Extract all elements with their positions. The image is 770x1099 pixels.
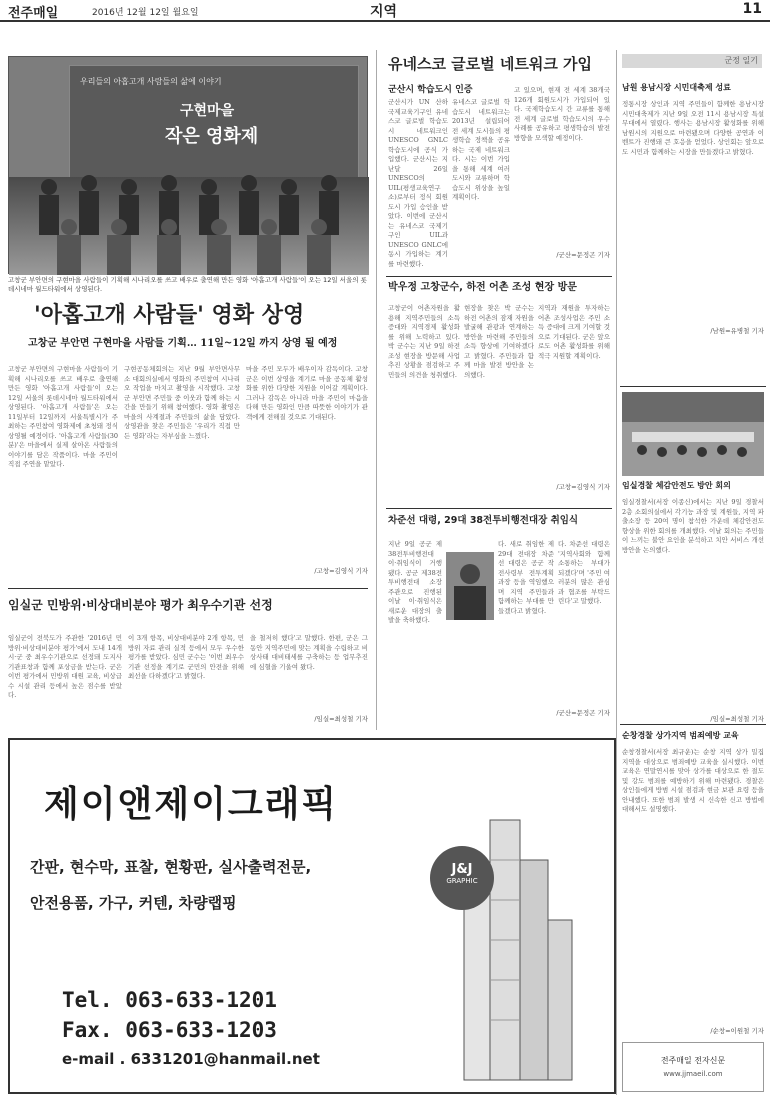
second-byline: /임실=최성철 기자	[314, 715, 368, 723]
column-divider-1	[376, 50, 377, 730]
footer-paper: 전주매일 전자신문	[660, 1056, 726, 1065]
ad-fax: Fax. 063-633-1203	[62, 1018, 277, 1042]
second-col-3: 을 철저히 했다'고 말했다. 한편, 군은 그동안 지역주민에 맞는 계획을 수립하고 비상사태 대비태세를 구축하는 등 업무추진에 심혈을 기울여 왔다.	[250, 634, 368, 671]
building-icon	[450, 800, 580, 1080]
ad-line-2: 안전용품, 가구, 커텐, 차량랩핑	[30, 894, 237, 912]
ad-tel: Tel. 063-633-1201	[62, 988, 277, 1012]
ad-logo-bottom: GRAPHIC	[446, 877, 478, 885]
right-article-1-body: 정통시장 상인과 지역 주민들이 함께한 용남시장 시민대축제가 지난 9일 오전 11시 용남시장 특설무대에서 열렸다. 행사는 용남시장 활성화를 위해 남원시의 지원으로 마련됐으며 다양한 공연과 이벤트가 진행돼 큰 호응을 얻었다. 상인회는 앞으로도 시민과 함께하는 시장을 만들겠다고 밝혔다.	[622, 100, 764, 156]
right-article-2-body: 임실경찰서(서장 이종신)에서는 지난 9일 경찰서 2층 소회의실에서 각기능 과장 및 계원들, 지역 파출소장 등 20여 명이 참석한 가운데 체감안전도 향상을 위한 회의를 개최했다. 이날 회의는 주민들이 느끼는 불안 요인을 분석하고 치안 서비스 개선 방안을 논의했다.	[622, 498, 764, 554]
divider-main	[8, 588, 368, 589]
main-col-1: 고창군 부안면의 구현마을 사람들이 기획해 시나리오를 쓰고 배우로 출연해 만든 영화 '아홉고개 사람들'이 오는 12일 서울의 롯데시네마 월드타워에서 상영된다. '아홉고개 사람들'은 오는 11일부터 12일까지 서울특별시가 주최하는 주민참여 영화제에 초청돼 정식 상영될 예정이다. '아홉고개 사람들(30분)'은 마을에서 실제 살아온 사람들의 이야기를 담은 작품이다. 마을 주민이 직접 주연을 맡았다.	[8, 365, 118, 468]
right-article-2-photo	[622, 392, 764, 476]
ad-logo-top: J&J	[451, 862, 473, 877]
footer-box	[622, 1042, 764, 1092]
photo-caption: 고창군 부안면의 구현마을 사람들이 기획해 시나리오를 쓰고 배우로 출연해 만든 영화 '아홉고개 사람들'이 오는 12일 서울의 롯데시네마 월드타워에서 상영된다.	[8, 276, 367, 293]
divider-right-1	[620, 386, 766, 387]
commander-col-1: 지난 9일 공군 제38전투비행전대 이·취임식이 거행됐다. 공군 제38전투비행전대 소장 주관으로 진행된 이날 이·취임식은 새로운 대장의 출발을 축하했다.	[388, 540, 442, 624]
goseong-col-3: 지역과 재원을 투자하는 어촌 조성사업은 주민 소득 증대에 크게 기여할 것으로 기대된다. 군은 앞으로도 어촌 활성화를 위해 적극 지원할 계획이다.	[538, 304, 610, 360]
commander-headline: 차준선 대령, 29대 38전투비행전대장 취임식	[388, 515, 579, 526]
ad-company-name: 제이앤제이그래픽	[44, 784, 339, 825]
footer-url: www.jjmaeil.com	[663, 1070, 723, 1078]
meeting-scene	[622, 392, 764, 476]
second-col-2: 이 3개 항목, 비상대비분야 2개 항목, 민방위 자료 관리 실적 등에서 모두 우수한 평가를 받았다. 심민 군수는 '이번 최우수기관 선정을 계기로 군민의 안전을 위해 최선을 다하겠다'고 밝혔다.	[128, 634, 244, 680]
building-illustration	[450, 800, 580, 1080]
right-article-1-headline: 남원 용남시장 시민대축제 성료	[622, 83, 731, 92]
banner-line-3: 작은 영화제	[165, 126, 259, 147]
right-article-3-byline: /순창=이원철 기자	[710, 1027, 764, 1035]
main-subhead: 고창군 부안면 구현마을 사람들 기획… 11일~12일 까지 상영 될 예정	[28, 338, 338, 349]
divider-right-2	[620, 724, 766, 725]
unesco-headline: 유네스코 글로벌 네트워크 가입	[388, 55, 593, 73]
ad-line-1: 간판, 현수막, 표찰, 현황판, 실사출력전문,	[30, 858, 312, 876]
ad-email: e-mail . 6331201@hanmail.net	[62, 1050, 320, 1068]
main-article-photo	[8, 56, 368, 274]
page-number: 11	[742, 1, 762, 17]
unesco-col-2: 유네스코 글로벌 학습도시 네트워크는 2013년 설립되어 전 세계 도시들의 평생학습 정책을 공유하는 국제 네트워크다. 시는 이번 가입을 통해 세계 여러 도시와 교류하며 학습도시 위상을 높일 계획이다.	[452, 98, 510, 201]
second-headline: 임실군 민방위·비상대비분야 평가 최우수기관 선정	[8, 598, 273, 612]
portrait-silhouette	[446, 552, 494, 620]
column-tag: 군정 일기	[622, 54, 762, 68]
right-article-1-byline: /남원=유병철 기자	[710, 327, 764, 335]
unesco-col-3: 고 있으며, 현재 전 세계 38개국 126개 회원도시가 가입되어 있다. 국제학습도시 간 교류를 통해 전 세계 글로벌 학습도시의 우수사례를 공유하고 평생학습의 발전 방향을 모색할 예정이다.	[514, 86, 610, 142]
main-col-3: 마을 주민 모두가 배우이자 감독이다. 고창군은 이번 상영을 계기로 마을 공동체 활성화를 위한 다양한 지원을 이어갈 계획이다. 그러나 감독은 아니라 마을 주민이 마음을 다해 만든 영화인 만큼 따뜻한 이야기가 관객에게 전해질 것으로 기대된다.	[246, 365, 368, 421]
banner-line-2: 구현마을	[180, 103, 235, 119]
goseong-col-2: 현장을 찾은 박 군수는 하전 어촌의 잠재 자원을 발굴해 관광과 연계하는 방안을 마련해 주민들의 소득 향상에 기여하겠다고 밝혔다. 주민들과 함께 마을 발전 방안을 논의했다.	[464, 304, 534, 379]
goseong-col-1: 고창군이 어촌자원을 활용해 지역주민들의 소득증대와 지역경제 활성화를 위해 노력하고 있다. 박 군수는 지난 9일 하전 조성 현장을 방문해 사업추진 상황을 점검하고 주민들의 의견을 청취했다.	[388, 304, 460, 379]
banner-line-1: 우리들의 아홉고개 사람들의 삶에 이야기	[80, 77, 222, 86]
goseong-headline: 박우정 고창군수, 하전 어촌 조성 현장 방문	[388, 282, 577, 293]
right-article-2-headline: 임실경찰 체감안전도 방안 회의	[622, 481, 731, 490]
divider-unesco	[386, 276, 612, 277]
commander-byline: /군산=문정곤 기자	[556, 709, 610, 717]
section-title: 지역	[370, 4, 398, 20]
unesco-byline: /군산=문정곤 기자	[556, 251, 610, 259]
main-headline: '아홉고개 사람들' 영화 상영	[34, 302, 305, 328]
newspaper-name: 전주매일	[8, 6, 59, 21]
goseong-byline: /고창=김영식 기자	[556, 483, 610, 491]
commander-col-2: 다. 새로 취임한 제29대 전대장 차준선 대령은 공군 작전사령부 전투계획과장 등을 역임했으며 지역 주민들과 함께하는 부대를 만들겠다고 밝혔다.	[498, 540, 554, 615]
unesco-subhead: 군산시 학습도시 인증	[388, 85, 473, 95]
main-col-2: 구현공동체회의는 지난 9월 부안면사무소 대회의실에서 영화의 주민참여 시나리오 작업을 마치고 촬영을 시작했다. 고창군 부안면 주민들 중 이웃과 함께 하는 시간을 만들기 위해 참여했다. 영화 촬영은 마을의 사계절과 주민들의 삶을 담았다. 상영관을 찾은 주민들은 '우리가 직접 만든 영화'라는 자부심을 느꼈다.	[124, 365, 240, 440]
commander-portrait	[446, 552, 494, 620]
right-article-3-body: 순창경찰서(서장 최규운)는 순창 지역 상가 밀집 지역을 대상으로 범죄예방 교육을 실시했다. 이번 교육은 연말연시를 맞아 상가를 대상으로 한 절도 및 강도 범죄를 예방하기 위해 마련됐다. 경찰은 상인들에게 방범 시설 점검과 현금 보관 요령 등을 안내했다. 또한 범죄 발생 시 신속한 신고 방법에 대해서도 설명했다.	[622, 748, 764, 813]
unesco-col-1: 군산시가 UN 산하 국제교육기구인 유네스코 글로벌 학습도시 네트워크인 UNESCO GNLC 학습도시에 공식 가입했다. 군산시는 지난달 26일 UNESCO의 UIL(평생교육연구소)로부터 정식 회원도시 가입 승인을 받았다. 이번에 군산시는 유네스코 국제기구인 UIL과 UNESCO GNLC에 동시 가입하는 계기를 마련했다.	[388, 98, 448, 268]
right-article-2-byline: /임실=최성철 기자	[710, 715, 764, 723]
page-header	[0, 0, 770, 22]
second-col-1: 임실군이 전북도가 주관한 '2016년 민방위·비상대비분야 평가'에서 도내 14개 시·군 중 최우수기관으로 선정돼 도지사 기관표창과 함께 포상금을 받는다. 군은 이번 평가에서 민방위 대원 교육, 비상급수 시설 관리 등에서 높은 점수를 받았다.	[8, 634, 122, 699]
advertisement	[8, 738, 616, 1094]
column-divider-2	[616, 50, 617, 1095]
ad-logo	[430, 846, 494, 910]
right-article-3-headline: 순창경찰 상가지역 범죄예방 교육	[622, 731, 739, 740]
commander-col-3: 다. 차준선 대령은 '지역사회와 함께 소통하는 부대가 되겠다'며 '주민 여러분의 많은 관심과 협조를 부탁드린다'고 말했다.	[558, 540, 610, 605]
divider-goseong	[386, 508, 612, 509]
main-byline: /고창=김영식 기자	[314, 567, 368, 575]
issue-date: 2016년 12월 12일 월요일	[92, 8, 199, 18]
people-silhouettes	[9, 153, 369, 275]
